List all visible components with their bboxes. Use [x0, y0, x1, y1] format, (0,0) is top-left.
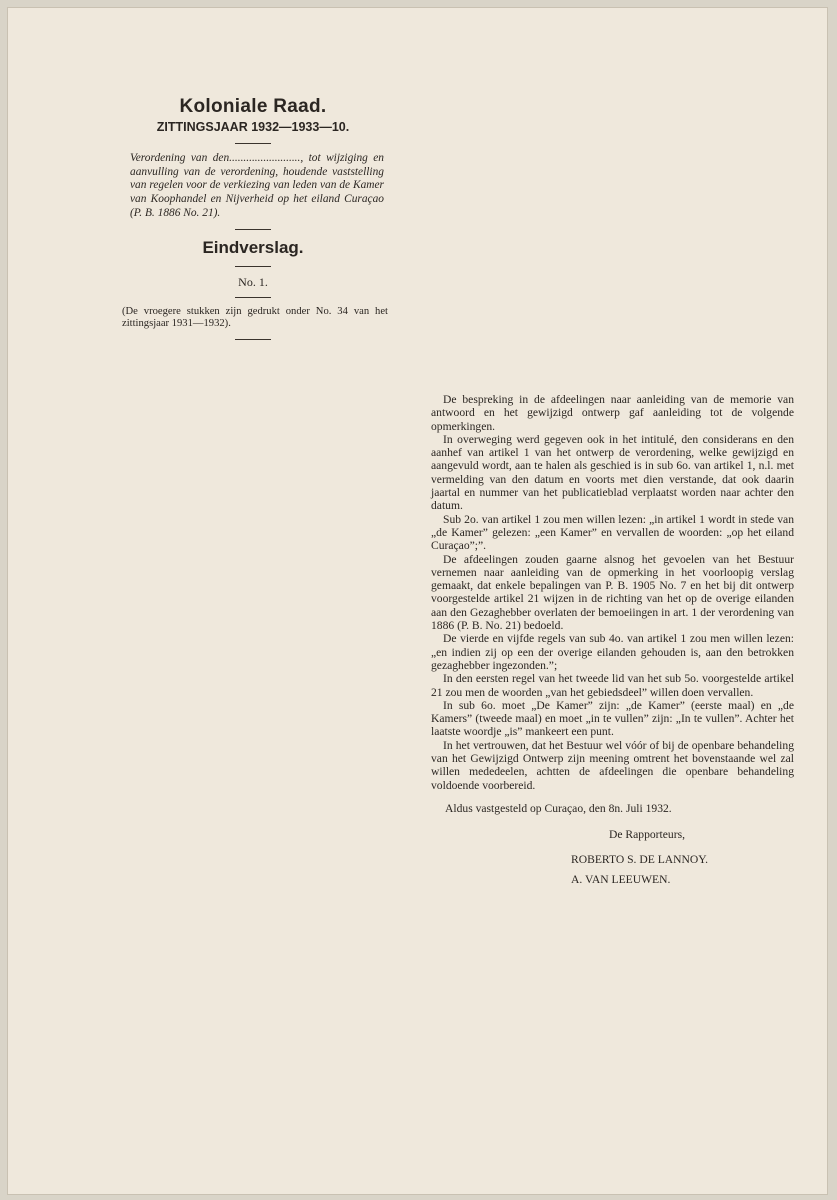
divider: [235, 229, 271, 230]
closing-block: [431, 802, 794, 887]
signatory-1: ROBERTO S. DE LANNOY.: [571, 852, 709, 866]
body-paragraph: In den eersten regel van het tweede lid van het sub 5o. voorgestelde artikel 21 zou men de woorden „van het gebiedsdeel” willen doen vervallen.: [431, 672, 794, 699]
body-paragraph: De vierde en vijfde regels van sub 4o. van artikel 1 zou men willen lezen: „en indien zij op een der overige eilanden gehouden is, aan den betrokken gezaghebber ingezonden.”;: [431, 632, 794, 672]
document-page: [8, 8, 827, 1194]
divider: [235, 339, 271, 340]
previous-documents-note: (De vroegere stukken zijn gedrukt onder No. 34 van het zittingsjaar 1931—1932).: [122, 305, 388, 330]
rapporteurs-label: De Rapporteurs,: [609, 827, 685, 841]
divider: [235, 143, 271, 144]
report-number: No. 1.: [238, 274, 268, 289]
session-year: ZITTINGSJAAR 1932—1933—10.: [156, 120, 350, 134]
divider: [235, 266, 271, 267]
document-header: [118, 96, 388, 348]
body-paragraph: De bespreking in de afdeelingen naar aanleiding van de memorie van antwoord en het gewijzigd ontwerp gaf aanleiding tot de volgende opmerkingen.: [431, 393, 794, 433]
place-date: Aldus vastgesteld op Curaçao, den 8n. Juli 1932.: [445, 801, 672, 815]
divider: [235, 297, 271, 298]
signatory-2: A. VAN LEEUWEN.: [571, 872, 671, 886]
body-paragraph: De afdeelingen zouden gaarne alsnog het gevoelen van het Bestuur vernemen naar aanleiding van de opmerking in het voorloopig verslag gemaakt, dat enkele bepalingen van P. B. 1905 No. 7 en het bij dit ontwerp voorgestelde artikel 21 wijzen in de richting van het op de overige eilanden aan den Gezaghebber overlaten der bemoeiingen in art. 1 der verordening van 1886 (P. B. No. 21) bedoeld.: [431, 552, 794, 633]
report-title: Eindverslag.: [202, 237, 304, 257]
body-paragraph: In het vertrouwen, dat het Bestuur wel vóór of bij de openbare behandeling van het Gewijzigd Ontwerp zijn meening omtrent het bovenstaande wel zal willen mededeelen, achtten de afdeelingen die openbare behandeling voldoende voorbereid.: [431, 738, 794, 792]
report-body: [431, 393, 794, 887]
ordinance-subject: Verordening van den........................., tot wijziging en aanvulling van de verordening, houdende vaststelling van regelen voor de verkiezing van leden van de Kamer van Koophandel en Nijverheid op het eiland Curaçao (P. B. 1886 No. 21).: [130, 152, 384, 219]
body-paragraph: Sub 2o. van artikel 1 zou men willen lezen: „in artikel 1 wordt in stede van „de Kamer” gelezen: „een Kamer” en vervallen de woorden: „op het eiland Curaçao”;”.: [431, 512, 794, 553]
body-paragraph: In overweging werd gegeven ook in het intitulé, den considerans en den aanhef van artikel 1 van het ontwerp de verordening, welke gewijzigd en aangevuld wordt, aan te halen als geschied is in sub 6o. van artikel 1, n.l. met vermelding van den datum en voorts met dien verstande, dat ook daarin jaartal en nummer van het publicatieblad verplaatst worden naar achter den datum.: [431, 432, 794, 513]
body-paragraph: In sub 6o. moet „De Kamer” zijn: „de Kamer” (eerste maal) en „de Kamers” (tweede maal) en moet „in te vullen” zijn: „In te vullen”. Achter het laatste woordje „is” mankeert een punt.: [431, 698, 794, 739]
council-title: Koloniale Raad.: [179, 96, 327, 117]
